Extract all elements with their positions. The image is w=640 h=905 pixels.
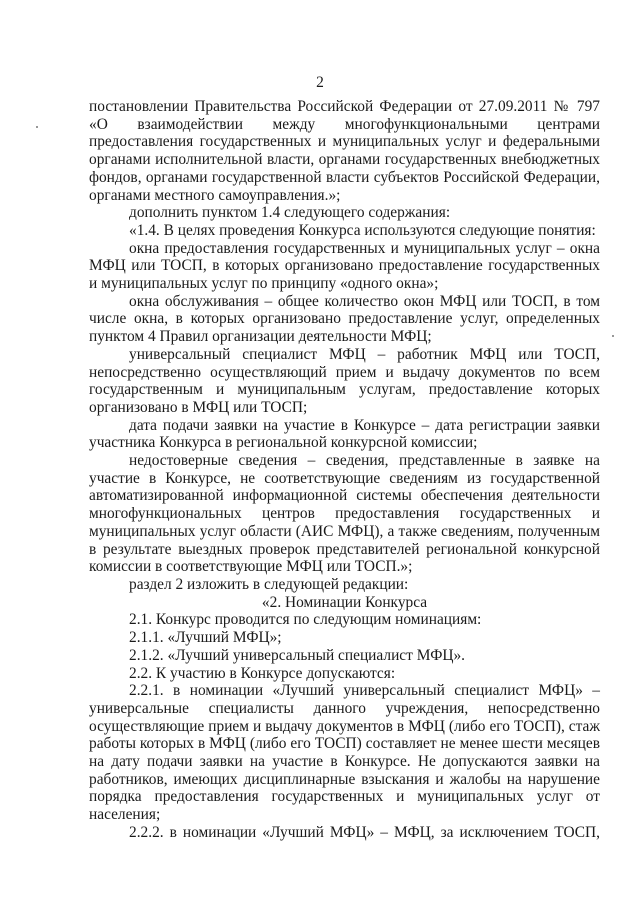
paragraph-service-windows-total: окна обслуживания – общее количество окон МФЦ или ТОСП, в том числе окна, в которых организовано предоставление услуг, определенных пунктом 4 Правил организации деятельности МФЦ;: [89, 292, 600, 346]
paragraph-application-date: дата подачи заявки на участие в Конкурсе – дата регистрации заявки участника Конкурса в региональной конкурсной комиссии;: [89, 416, 600, 452]
paragraph-decree-reference: постановлении Правительства Российской Федерации от 27.09.2011 № 797 «О взаимодействии между многофункциональными центрами предоставления государственных и муниципальных услуг и федеральными органами исполнительной власти, органами государственных внебюджетных фондов, органами государственной власти субъектов Российской Федерации, органами местного самоуправления.»;: [89, 98, 600, 204]
paragraph-universal-specialist: универсальный специалист МФЦ – работник МФЦ или ТОСП, непосредственно осуществляющий прием и выдачу документов по всем государственным и муниципальным услугам, предоставление которых организовано в МФЦ или ТОСП;: [89, 345, 600, 416]
page-number: 2: [316, 74, 324, 91]
scan-speck: [612, 335, 614, 337]
document-body: [89, 98, 600, 842]
scan-speck: [36, 126, 38, 128]
paragraph-add-clause: дополнить пунктом 1.4 следующего содержания:: [129, 204, 451, 222]
paragraph-section-2-intro: раздел 2 изложить в следующей редакции:: [129, 575, 409, 593]
paragraph-service-windows: окна предоставления государственных и муниципальных услуг – окна МФЦ или ТОСП, в которых организовано предоставление государственных и муниципальных услуг по принципу «одного окна»;: [89, 239, 600, 293]
paragraph-2-2-2: 2.2.2. в номинации «Лучший МФЦ» – МФЦ, за исключением ТОСП,: [129, 823, 600, 841]
paragraph-2-1-1: 2.1.1. «Лучший МФЦ»;: [129, 629, 282, 647]
paragraph-unreliable-info: недостоверные сведения – сведения, представленные в заявке на участие в Конкурсе, не соответствующие сведениям из государственной автоматизированной информационной системы обеспечения деятельности многофункциональных центров предоставления государственных и муниципальных услуг области (АИС МФЦ), а также сведениям, полученным в результате выездных проверок представителей региональной конкурсной комиссии в соответствующие МФЦ или ТОСП.»;: [89, 452, 600, 576]
paragraph-2-2-1: 2.2.1. в номинации «Лучший универсальный специалист МФЦ» – универсальные специалисты данного учреждения, непосредственно осуществляющие прием и выдачу документов в МФЦ (либо его ТОСП), стаж работы которых в МФЦ (либо его ТОСП) составляет не менее шести месяцев на дату подачи заявки на участие в Конкурсе. Не допускаются заявки на работников, имеющих дисциплинарные взыскания и жалобы на нарушение порядка предоставления государственных и муниципальных услуг от населения;: [89, 682, 600, 824]
paragraph-2-1-2: 2.1.2. «Лучший универсальный специалист МФЦ».: [129, 646, 466, 664]
paragraph-clause-1-4: «1.4. В целях проведения Конкурса используются следующие понятия:: [129, 221, 596, 239]
section-heading-nominations: «2. Номинации Конкурса: [261, 593, 428, 611]
paragraph-2-2: 2.2. К участию в Конкурсе допускаются:: [129, 664, 396, 682]
paragraph-2-1: 2.1. Конкурс проводится по следующим номинациям:: [129, 611, 482, 629]
